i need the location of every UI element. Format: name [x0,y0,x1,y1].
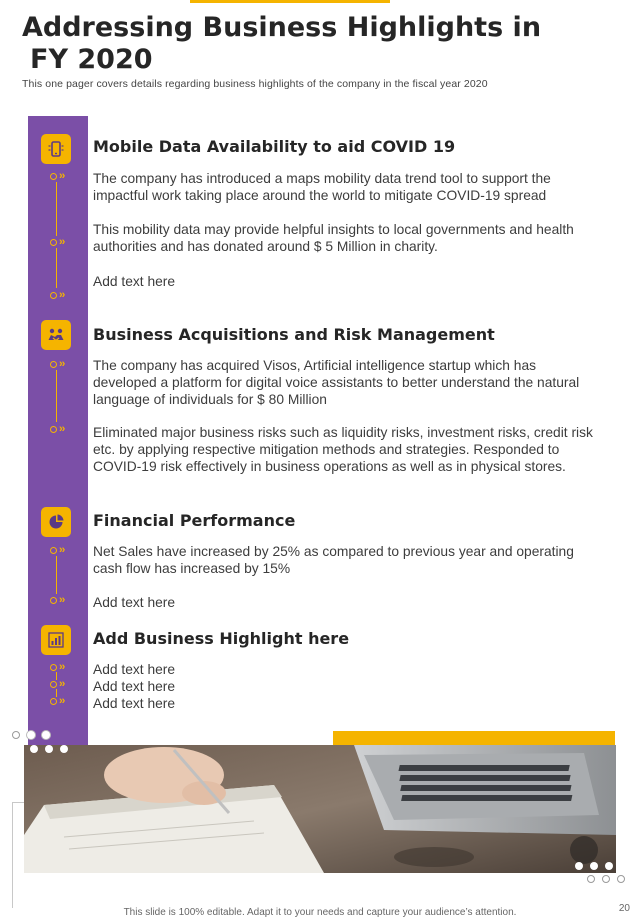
bullet-connector: ›› [50,594,64,606]
section-paragraph: Add text here [93,662,176,677]
footer-note: This slide is 100% editable. Adapt it to your needs and capture your audience’s attention. [123,907,517,918]
timeline-line [56,556,57,594]
timeline-line [56,370,57,422]
bullet-connector: ›› [50,358,64,370]
bullet-connector: ›› [50,544,64,556]
section-paragraph: Add text here [93,595,176,610]
section-paragraph: Eliminated major business risks such as liquidity risks, investment risks, credit risk etc. by applying respective mitigation methods and strategies. Responded to COVID-19 risk effectively in business operations as well as in physical stores. [93,425,593,474]
bullet-connector: ›› [50,423,64,435]
decorative-dots [30,745,68,753]
page-title [22,12,582,76]
title-line-2: FY 2020 [30,44,153,75]
section-paragraph: Add text here [93,679,176,694]
section-paragraph: The company has acquired Visos, Artificial intelligence startup which has developed a platform for digital voice assistants to better understand the natural language of individuals for $ 80 Million [93,358,580,407]
pie-chart-icon [41,507,71,537]
section-paragraph: This mobility data may provide helpful insights to local governments and health authorities and has donated around $ 5 Million in charity. [93,222,574,254]
bar-chart-icon [41,625,71,655]
section-heading: Add Business Highlight here [93,629,350,648]
title-line-1: Addressing Business Highlights in [22,12,542,43]
section-paragraph: Net Sales have increased by 25% as compared to previous year and operating cash flow has increased by 15% [93,544,574,576]
page-number: 20 [618,903,630,914]
section-heading: Business Acquisitions and Risk Management [93,325,495,344]
section-paragraph: The company has introduced a maps mobility data trend tool to support the impactful work taking place around the world to mitigate COVID-19 spread [93,171,551,203]
section-heading: Financial Performance [93,511,296,530]
bullet-connector: ›› [50,695,64,707]
bullet-connector: ›› [50,678,64,690]
bullet-connector: ›› [50,289,64,301]
top-accent-line [190,0,390,3]
mobile-icon [41,134,71,164]
bullet-connector: ›› [50,236,64,248]
timeline-line [56,248,57,288]
decorative-dots [12,731,50,739]
bullet-connector: ›› [50,661,64,673]
section-paragraph: Add text here [93,274,176,289]
section-paragraph: Add text here [93,696,176,711]
handshake-icon [41,320,71,350]
timeline-line [56,182,57,236]
decorative-dots [587,875,625,883]
laptop-notebook-photo [24,745,616,873]
bullet-connector: ›› [50,170,64,182]
decorative-dots [575,862,613,870]
page-subtitle: This one pager covers details regarding business highlights of the company in the fiscal year 2020 [22,78,488,90]
section-heading: Mobile Data Availability to aid COVID 19 [93,137,456,156]
